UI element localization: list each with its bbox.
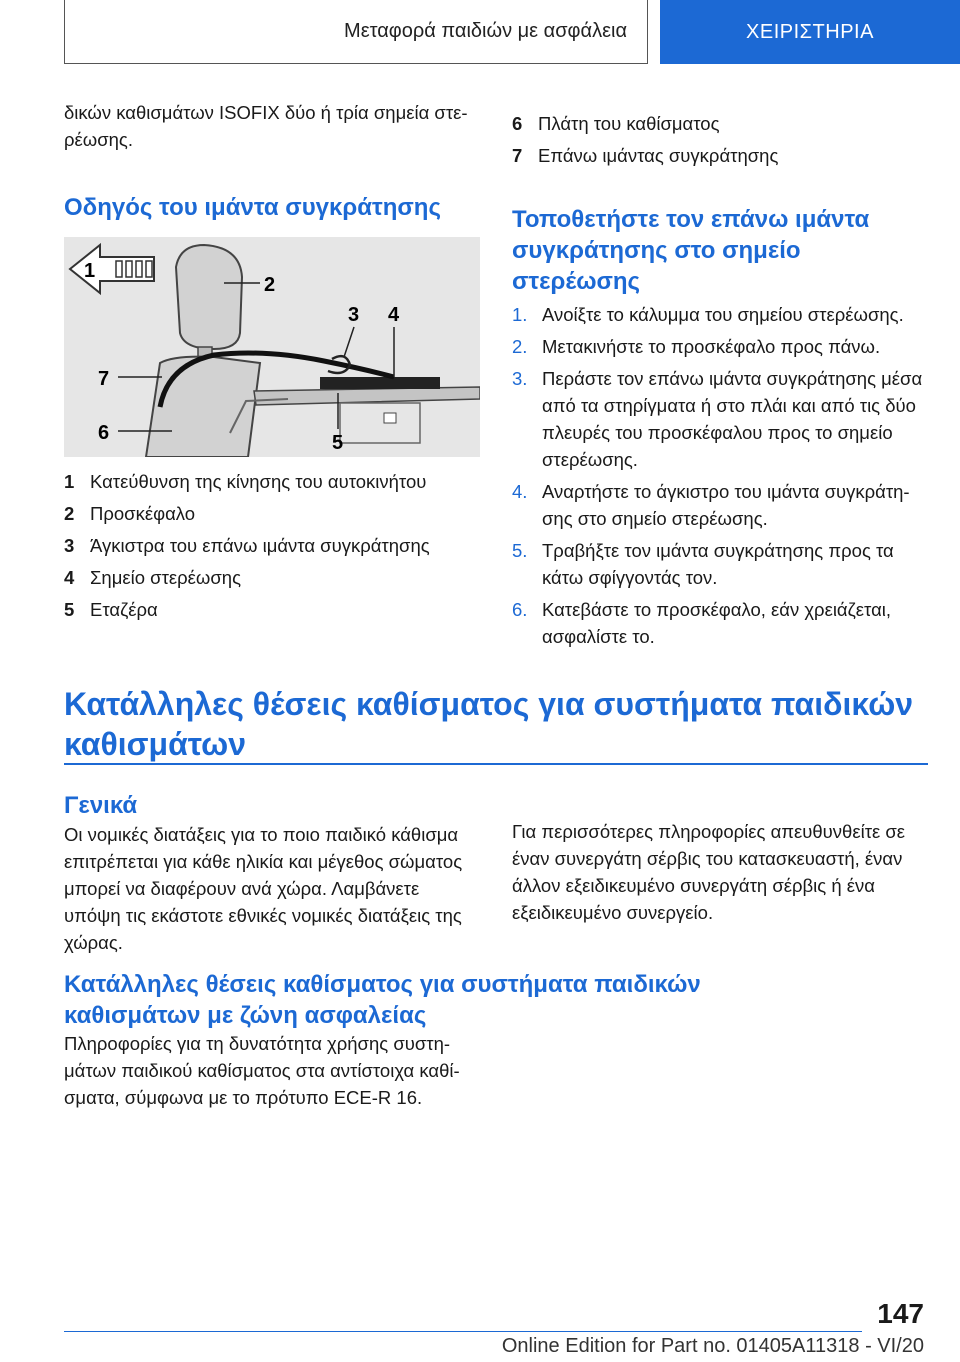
- list-item: 7 Επάνω ιμάντας συγκράτησης: [512, 145, 779, 166]
- attach-steps: [512, 301, 928, 650]
- list-item: 4. Αναρτήστε το άγκιστρο του ιμάντα συγκράτη-σης στο σημείο στερέωσης.: [512, 481, 910, 529]
- intro-line-2: ρέωσης.: [64, 129, 133, 150]
- list-item: 2 Προσκέφαλο: [64, 503, 196, 524]
- figure-label-2: 2: [264, 274, 276, 296]
- list-item: 4 Σημείο στερέωσης: [64, 567, 241, 588]
- list-item: 5. Τραβήξτε τον ιμάντα συγκράτησης προς τα κάτω σφίγγοντάς τον.: [512, 540, 894, 588]
- headrest-illustration: [64, 237, 480, 457]
- intro-paragraph: [64, 99, 476, 153]
- list-item: 3 Άγκιστρα του επάνω ιμάντα συγκράτησης: [64, 535, 430, 556]
- edition-footer: Online Edition for Part no. 01405A11318 - VI/20: [501, 1335, 924, 1357]
- figure-label-4: 4: [388, 304, 400, 326]
- figure-legend-left: [64, 466, 476, 626]
- section-divider: [64, 763, 928, 765]
- general-text-left: Οι νομικές διατάξεις για το ποιο παιδικό κάθισμα επιτρέπεται για κάθε ηλικία και μέγεθος σώματος μπορεί να διαφέρουν ανά χώρα. Λαμβάνετε υπόψη τις εκάστοτε εθνικές νομικές διατάξεις της χώρας.: [64, 824, 463, 953]
- attach-heading: Τοποθετήστε τον επάνω ιμάντα συγκράτησης στο σημείο στερέωσης: [512, 206, 870, 295]
- chapter-tab-label: ΧΕΙΡΙΣΤΗΡΙΑ: [746, 20, 874, 43]
- figure-label-1: 1: [84, 260, 96, 282]
- headrest-shape: [176, 245, 242, 349]
- seatbelt-text: Πληροφορίες για τη δυνατότητα χρήσης συστη-μάτων παιδικού καθίσματος στα αντίστοιχα καθί-σματα, σύμφωνα με το πρότυπο ECE-R 16.: [64, 1033, 460, 1108]
- footer-divider: [64, 1331, 862, 1332]
- figure-legend-right: [512, 108, 924, 172]
- list-item: 2. Μετακινήστε το προσκέφαλο προς πάνω.: [512, 336, 881, 357]
- list-item: 5 Εταζέρα: [64, 599, 158, 620]
- list-item: 1 Κατεύθυνση της κίνησης του αυτοκινήτου: [64, 471, 427, 492]
- guide-heading: Οδηγός του ιμάντα συγκράτησης: [64, 194, 441, 221]
- list-item: 1. Ανοίξτε το κάλυμμα του σημείου στερέωσης.: [512, 304, 904, 325]
- section-title: Μεταφορά παιδιών με ασφάλεια: [344, 20, 627, 42]
- general-heading: Γενικά: [64, 792, 138, 819]
- running-header: [64, 0, 648, 64]
- page-number: 147: [877, 1298, 924, 1329]
- figure-label-5: 5: [332, 432, 344, 454]
- chapter-tab[interactable]: [660, 0, 960, 64]
- list-item: 6 Πλάτη του καθίσματος: [512, 113, 720, 134]
- figure-label-6: 6: [98, 422, 110, 444]
- figure-label-7: 7: [98, 368, 110, 390]
- figure-label-3: 3: [348, 304, 360, 326]
- list-item: 6. Κατεβάστε το προσκέφαλο, εάν χρειάζεται, ασφαλίστε το.: [512, 599, 892, 647]
- general-text-right: Για περισσότερες πληροφορίες απευθυνθείτε σε έναν συνεργάτη σέρβις του κατασκευαστή, έναν άλλον εξειδικευμένο συνεργάτη σέρβις ή ένα εξειδικευμένο συνεργείο.: [512, 821, 906, 923]
- intro-line-1: δικών καθισμάτων ISOFIX δύο ή τρία σημεία στε-: [64, 102, 468, 123]
- list-item: 3. Περάστε τον επάνω ιμάντα συγκράτησης μέσα από τα στηρίγματα ή στο πλάι και από τις δύο πλευρές του προσκέφαλου προς το σημείο στερέωσης.: [512, 368, 923, 470]
- seatbelt-heading: Κατάλληλες θέσεις καθίσματος για συστήματα παιδικών καθισμάτων με ζώνη ασφαλείας: [64, 971, 701, 1029]
- tether-guide-figure: [64, 237, 480, 457]
- anchor-point-shape: [320, 377, 440, 389]
- main-heading: Κατάλληλες θέσεις καθίσματος για συστήματα παιδικών καθισμάτων: [64, 686, 914, 762]
